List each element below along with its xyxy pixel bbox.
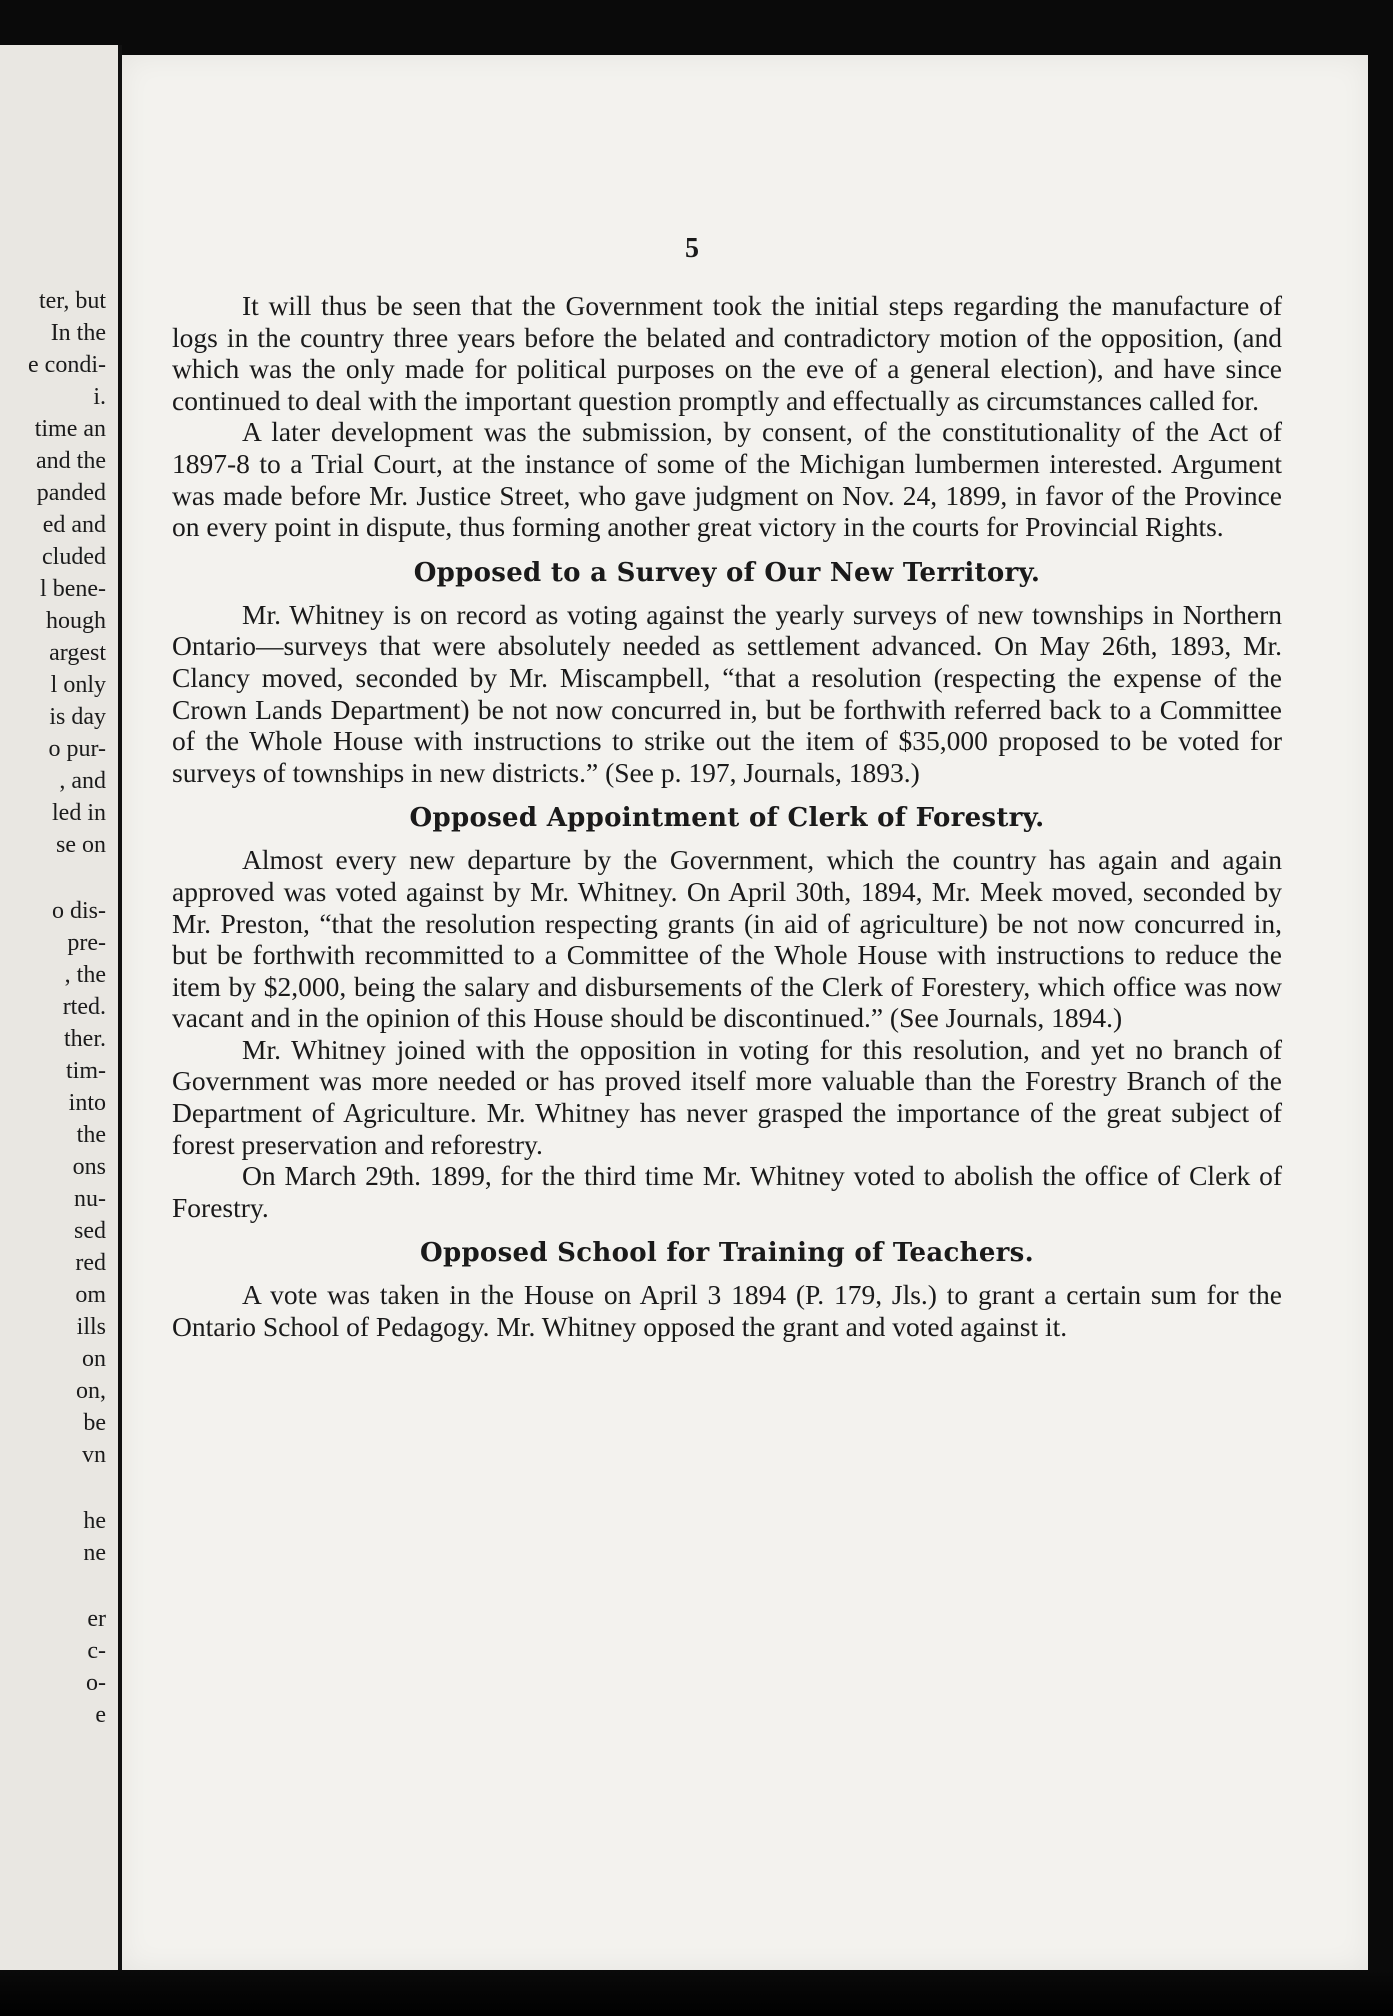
paragraph: It will thus be seen that the Government took the initial steps regarding the manufacture of logs in the country three years before the belated and contradictory motion of the opposition, (and which was the only made for political purposes on the eve of a general election), and have since continued to deal with the important question promptly and effectually as circumstances called for. (172, 290, 1282, 416)
facing-page-line: i. (93, 384, 106, 410)
facing-page-line: rted. (62, 994, 106, 1020)
paragraph: A vote was taken in the House on April 3 1894 (P. 179, Jls.) to grant a certain sum for the Ontario School of Pedagogy. Mr. Whitney opposed the grant and voted against it. (172, 1279, 1282, 1343)
facing-page-line: o- (86, 1670, 106, 1696)
facing-page-line: ther. (64, 1026, 106, 1052)
facing-page-line: l bene- (40, 576, 106, 602)
fragment-gap (0, 861, 106, 895)
facing-page-line: into (68, 1090, 106, 1116)
facing-page-line: on (82, 1346, 106, 1372)
facing-page-text (0, 285, 106, 1731)
section-heading: Opposed School for Training of Teachers. (420, 1238, 1034, 1269)
facing-page-line: nu- (74, 1186, 106, 1212)
facing-page-line: panded (36, 480, 106, 506)
facing-page-line: o pur- (48, 736, 106, 762)
page-number: 5 (685, 233, 699, 264)
facing-page-line: ne (83, 1540, 106, 1566)
paragraph: Mr. Whitney is on record as voting against the yearly surveys of new townships in Northern Ontario—surveys that were absolutely needed as settlement advanced. On May 26th, 1893, Mr. Clancy moved, seconded by Mr. Miscampbell, “that a resolution (respecting the expense of the Crown Lands Department) be not now concurred in, but be forthwith referred back to a Committee of the Whole House with instructions to strike out the item of $35,000 proposed to be voted for surveys of townships in new districts.” (See p. 197, Journals, 1893.) (172, 598, 1282, 788)
paragraph: Mr. Whitney joined with the opposition in voting for this resolution, and yet no branch of Government was more needed or has proved itself more valuable than the Forestry Branch of the Department of Agriculture. Mr. Whitney has never grasped the importance of the great subject of forest preservation and reforestry. (172, 1033, 1282, 1160)
facing-page-line: ons (72, 1154, 106, 1180)
facing-page-line: argest (49, 640, 106, 666)
facing-page-line: vn (82, 1442, 106, 1468)
facing-page-line: time an (34, 416, 106, 442)
facing-page-line: and the (36, 448, 106, 474)
fragment-gap (0, 1569, 106, 1603)
paragraph: On March 29th. 1899, for the third time Mr. Whitney voted to abolish the office of Clerk of Forestry. (172, 1160, 1282, 1223)
facing-page-line: hough (46, 608, 106, 634)
document-page (122, 55, 1368, 1970)
facing-page-line: the (76, 1122, 106, 1148)
facing-page-line: , and (59, 768, 106, 794)
facing-page-line: on, (76, 1378, 106, 1404)
page-body (172, 290, 1282, 1343)
facing-page-line: be (83, 1410, 106, 1436)
facing-page-line: ed and (42, 512, 106, 538)
facing-page-line: , the (64, 962, 106, 988)
facing-page-line: om (75, 1282, 106, 1308)
section-heading: Opposed Appointment of Clerk of Forestry. (409, 803, 1045, 834)
facing-page-line: led in (52, 800, 106, 826)
facing-page-line: c- (87, 1638, 106, 1664)
scan-border (0, 1970, 1393, 2016)
facing-page-fragment (0, 45, 118, 1975)
facing-page-line: In the (50, 320, 106, 346)
facing-page-line: se on (56, 832, 106, 858)
facing-page-line: e condi- (28, 352, 106, 378)
facing-page-line: cluded (42, 544, 106, 570)
facing-page-line: he (83, 1508, 106, 1534)
section-heading: Opposed to a Survey of Our New Territory. (413, 557, 1041, 588)
facing-page-line: e (95, 1702, 106, 1728)
fragment-gap (0, 1471, 106, 1505)
facing-page-line: er (87, 1606, 106, 1632)
paragraph: Almost every new departure by the Government, which the country has again and again approved was voted against by Mr. Whitney. On April 30th, 1894, Mr. Meek moved, seconded by Mr. Preston, “that the resolution respecting grants (in aid of agriculture) be not now concurred in, but be forthwith recommitted to a Committee of the Whole House with instructions to reduce the item by $2,000, being the salary and disbursements of the Clerk of Forestery, which office was now vacant and in the opinion of this House should be discontinued.” (See Journals, 1894.) (172, 844, 1282, 1034)
facing-page-line: l only (50, 672, 106, 698)
facing-page-line: red (75, 1250, 106, 1276)
facing-page-line: is day (49, 704, 106, 730)
facing-page-line: ter, but (38, 288, 106, 314)
facing-page-line: o dis- (52, 898, 106, 924)
facing-page-line: tim- (66, 1058, 106, 1084)
facing-page-line: ills (76, 1314, 106, 1340)
facing-page-line: pre- (67, 930, 106, 956)
facing-page-line: sed (74, 1218, 106, 1244)
paragraph: A later development was the submission, by consent, of the constitutionality of the Act of 1897-8 to a Trial Court, at the instance of some of the Michigan lumbermen interested. Argument was made before Mr. Justice Street, who gave judgment on Nov. 24, 1899, in favor of the Province on every point in dispute, thus forming another great victory in the courts for Provincial Rights. (172, 416, 1282, 543)
